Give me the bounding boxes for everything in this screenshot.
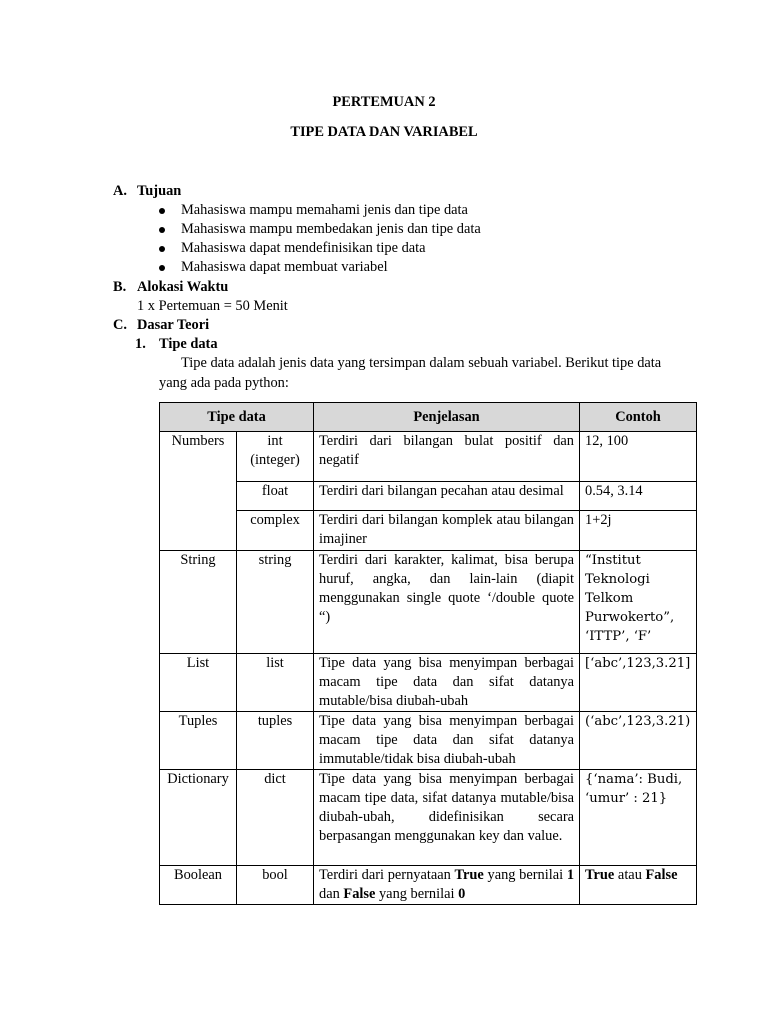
description-cell: Terdiri dari karakter, kalimat, bisa berupa huruf, angka, dan lain-lain (diapit menggunakan single quote ‘/double quote “)	[314, 551, 580, 654]
table-row	[160, 654, 697, 712]
description-cell: Tipe data yang bisa menyimpan berbagai macam tipe data dan sifat datanya immutable/tidak bisa diubah-ubah	[314, 712, 580, 770]
example-cell: 0.54, 3.14	[580, 482, 697, 511]
description-text: dan	[319, 886, 344, 902]
page-title: PERTEMUAN 2	[332, 94, 436, 110]
table-row	[160, 712, 697, 770]
description-cell: Tipe data yang bisa menyimpan berbagai macam tipe data, sifat datanya mutable/bisa diubah-ubah, didefinisikan secara berpasangan menggunakan key dan value.	[314, 770, 580, 866]
group-cell: Numbers	[160, 432, 237, 551]
description-cell: Terdiri dari bilangan pecahan atau desimal	[314, 482, 580, 511]
example-text: atau	[614, 867, 646, 883]
section-b-marker: B.	[113, 279, 127, 295]
bullet-icon	[159, 208, 165, 214]
type-cell: string	[237, 551, 314, 654]
type-cell: tuples	[237, 712, 314, 770]
table-row	[160, 551, 697, 654]
subsection-marker: 1.	[135, 336, 146, 352]
example-cell: [‘abc’,123,3.21]	[580, 654, 697, 712]
false-keyword: False	[645, 867, 678, 883]
data-type-table	[159, 402, 697, 905]
true-keyword: True	[585, 867, 615, 883]
false-value: 0	[458, 886, 466, 902]
table-header: Contoh	[580, 403, 697, 432]
table-header: Penjelasan	[314, 403, 580, 432]
true-keyword: True	[454, 867, 484, 883]
group-cell: String	[160, 551, 237, 654]
example-cell: {‘nama’: Budi, ‘umur’ : 21}	[580, 770, 697, 866]
group-cell: Boolean	[160, 866, 237, 905]
section-a-marker: A.	[113, 183, 127, 199]
type-cell: bool	[237, 866, 314, 905]
group-cell: Tuples	[160, 712, 237, 770]
intro-text: yang ada pada python:	[159, 375, 289, 391]
type-cell: list	[237, 654, 314, 712]
description-cell: Terdiri dari bilangan bulat positif dan negatif	[314, 432, 580, 482]
table-row	[160, 432, 697, 482]
table-header-row	[160, 403, 697, 432]
description-cell	[314, 866, 580, 905]
bullet-item: Mahasiswa dapat membuat variabel	[181, 259, 388, 275]
description-cell: Tipe data yang bisa menyimpan berbagai macam tipe data dan sifat datanya mutable/bisa diubah-ubah	[314, 654, 580, 712]
table-row	[160, 866, 697, 905]
section-c-marker: C.	[113, 317, 127, 333]
group-cell: List	[160, 654, 237, 712]
example-cell	[580, 866, 697, 905]
bullet-icon	[159, 265, 165, 271]
true-value: 1	[566, 867, 575, 883]
table-row	[160, 482, 697, 511]
example-cell: (‘abc’,123,3.21)	[580, 712, 697, 770]
intro-text: Tipe data adalah jenis data yang tersimpan dalam sebuah variabel. Berikut tipe data	[181, 355, 662, 371]
section-c-heading: Dasar Teori	[137, 317, 210, 333]
type-cell: float	[237, 482, 314, 511]
page-subtitle: TIPE DATA DAN VARIABEL	[290, 124, 478, 140]
example-cell: 12, 100	[580, 432, 697, 482]
description-text: Terdiri dari pernyataan	[319, 867, 455, 883]
example-cell: “Institut Teknologi Telkom Purwokerto”, ‘ITTP’, ‘F’	[580, 551, 697, 654]
description-cell: Terdiri dari bilangan komplek atau bilangan imajiner	[314, 511, 580, 551]
bullet-item: Mahasiswa mampu memahami jenis dan tipe data	[181, 202, 468, 218]
type-cell: dict	[237, 770, 314, 866]
bullet-icon	[159, 227, 165, 233]
bullet-item: Mahasiswa dapat mendefinisikan tipe data	[181, 240, 426, 256]
description-text: yang bernilai	[375, 886, 459, 902]
subsection-heading: Tipe data	[159, 336, 218, 352]
section-b-heading: Alokasi Waktu	[137, 279, 229, 295]
bullet-item: Mahasiswa mampu membedakan jenis dan tipe data	[181, 221, 481, 237]
example-cell: 1+2j	[580, 511, 697, 551]
section-a-heading: Tujuan	[137, 183, 182, 199]
table-header: Tipe data	[160, 403, 314, 432]
type-cell: int (integer)	[237, 432, 314, 482]
section-b-text: 1 x Pertemuan = 50 Menit	[137, 298, 288, 314]
bullet-icon	[159, 246, 165, 252]
false-keyword: False	[343, 886, 376, 902]
description-text: yang bernilai	[483, 867, 567, 883]
table-row	[160, 770, 697, 866]
type-cell: complex	[237, 511, 314, 551]
group-cell: Dictionary	[160, 770, 237, 866]
table-row	[160, 511, 697, 551]
